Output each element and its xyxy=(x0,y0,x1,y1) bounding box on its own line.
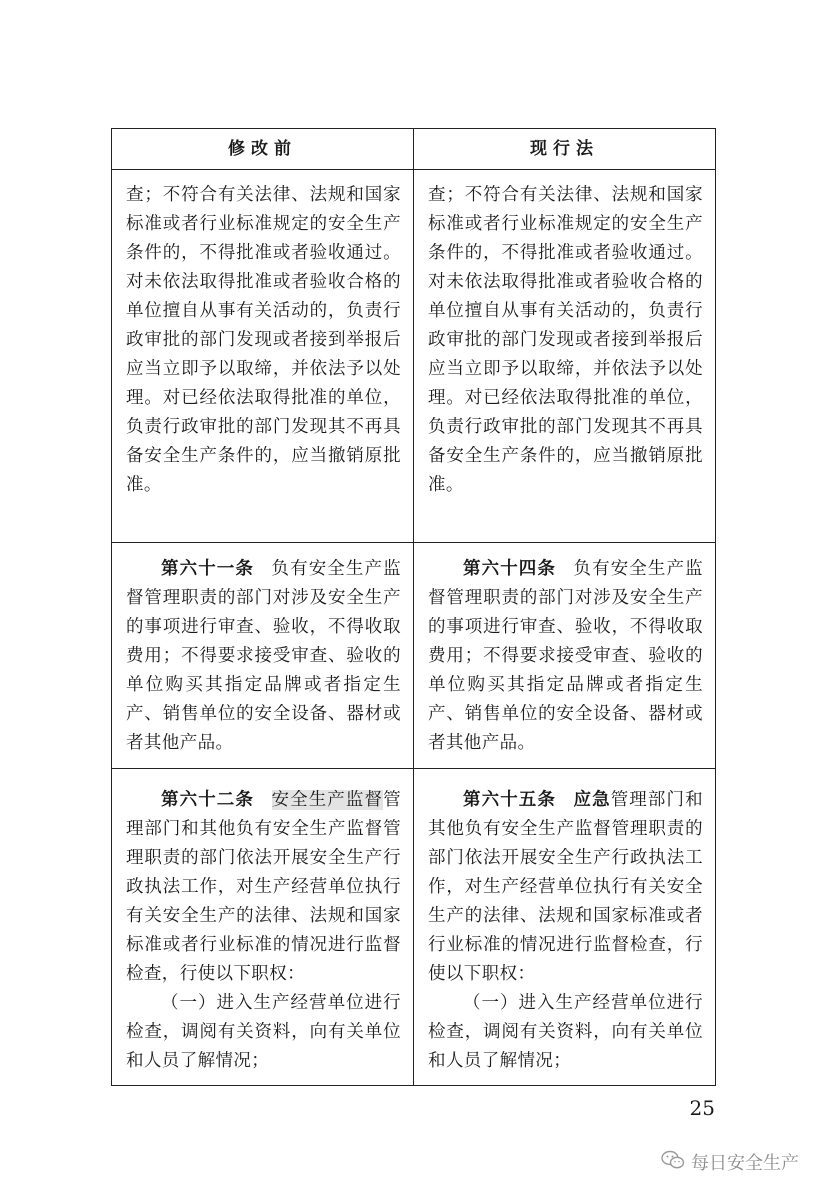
row-divider-1 xyxy=(112,542,715,543)
wechat-icon xyxy=(661,1150,685,1175)
article-64-text: 负有安全生产监督管理职责的部门对涉及安全生产的事项进行审查、验收，不得收取费用；不得要求接受审查、验收的单位购买其指定品牌或者指定生产、销售单位的安全设备、器材或者其他产品。 xyxy=(428,559,703,753)
article-61-text: 负有安全生产监督管理职责的部门对涉及安全生产的事项进行审查、验收，不得收取费用；不得要求接受审查、验收的单位购买其指定品牌或者指定生产、销售单位的安全设备、器材或者其他产品。 xyxy=(126,559,401,753)
row3-current-paragraph xyxy=(428,786,703,989)
row-divider-2 xyxy=(112,768,715,769)
row2-before-cell xyxy=(112,555,413,758)
article-62-text: 管理部门和其他负有安全生产监督管理职责的部门依法开展安全生产行政执法工作，对生产经营单位执行有关安全生产的法律、法规和国家标准或者行业标准的情况进行监督检查，行使以下职权： xyxy=(126,790,401,984)
row3-current-cell xyxy=(414,786,715,1076)
watermark xyxy=(661,1149,799,1175)
row1-current-text: 查；不符合有关法律、法规和国家标准或者行业标准规定的安全生产条件的，不得批准或者验收通过。对未依法取得批准或者验收合格的单位擅自从事有关活动的，负责行政审批的部门发现或者接到举报后应当立即予以取缔，并依法予以处理。对已经依法取得批准的单位，负责行政审批的部门发现其不再具备安全生产条件的，应当撤销原批准。 xyxy=(428,185,703,495)
article-62-item-1: （一）进入生产经营单位进行检查，调阅有关资料，向有关单位和人员了解情况； xyxy=(126,993,401,1071)
article-65-text: 管理部门和其他负有安全生产监督管理职责的部门依法开展安全生产行政执法工作，对生产经营单位执行有关安全生产的法律、法规和国家标准或者行业标准的情况进行监督检查，行使以下职权： xyxy=(428,790,703,984)
article-64-number: 第六十四条 xyxy=(463,559,556,579)
article-62-number: 第六十二条 xyxy=(161,790,254,810)
page-number: 25 xyxy=(689,1096,715,1120)
header-divider xyxy=(112,169,715,170)
row2-before-paragraph xyxy=(126,555,401,758)
row3-before-cell xyxy=(112,786,413,1076)
header-before-revision: 修改前 xyxy=(228,139,297,159)
row1-before-cell xyxy=(112,181,413,500)
article-61-number: 第六十一条 xyxy=(161,559,254,579)
watermark-text: 每日安全生产 xyxy=(691,1153,799,1174)
bold-added-text: 应急 xyxy=(573,790,611,810)
row1-current-cell xyxy=(414,181,715,500)
article-65-number: 第六十五条 xyxy=(463,790,556,810)
row2-current-cell xyxy=(414,555,715,758)
highlighted-deleted-text: 安全生产监督 xyxy=(271,790,384,810)
header-current-law: 现行法 xyxy=(530,139,599,159)
row2-current-paragraph xyxy=(428,555,703,758)
row3-before-paragraph xyxy=(126,786,401,989)
comparison-table xyxy=(111,128,716,1086)
row1-before-text: 查；不符合有关法律、法规和国家标准或者行业标准规定的安全生产条件的，不得批准或者验收通过。对未依法取得批准或者验收合格的单位擅自从事有关活动的，负责行政审批的部门发现或者接到举报后应当立即予以取缔，并依法予以处理。对已经依法取得批准的单位，负责行政审批的部门发现其不再具备安全生产条件的，应当撤销原批准。 xyxy=(126,185,401,495)
article-65-item-1: （一）进入生产经营单位进行检查，调阅有关资料，向有关单位和人员了解情况； xyxy=(428,993,703,1071)
